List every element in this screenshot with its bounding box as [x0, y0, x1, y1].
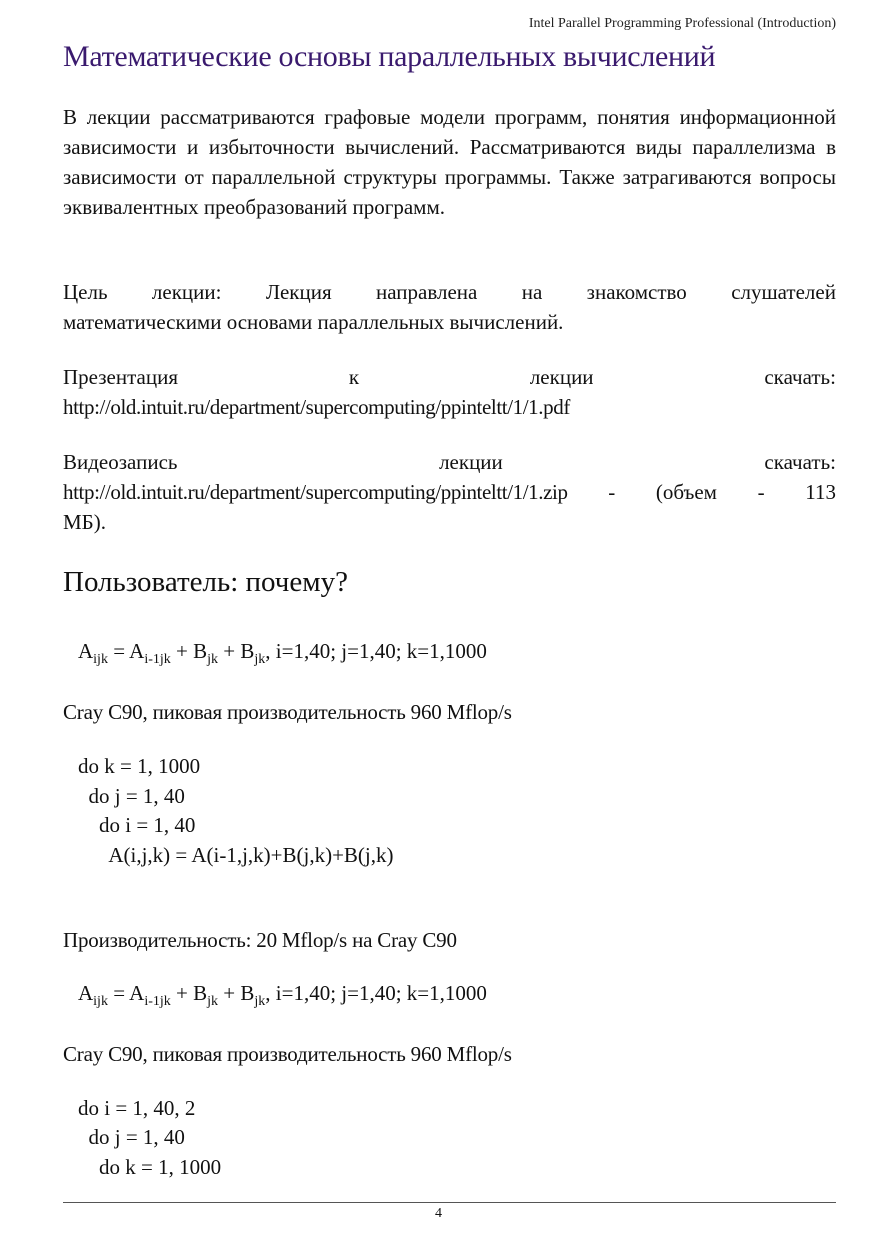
goal-word: знакомство [586, 280, 687, 304]
code-line: do j = 1, 40 [78, 1125, 185, 1149]
video-tail: 113 [805, 480, 836, 504]
formula-subscript: ijk [93, 994, 108, 1009]
formula-term: , i=1,40; j=1,40; k=1,1000 [265, 639, 487, 663]
formula-term: = A [107, 639, 145, 663]
formula-term: + B [218, 981, 255, 1005]
formula-term: + B [170, 639, 208, 663]
formula-term: + B [170, 981, 208, 1005]
presentation-word: Презентация [63, 365, 178, 389]
goal-paragraph [63, 277, 836, 337]
formula-term: A [78, 981, 94, 1005]
formula-term: A [78, 639, 94, 663]
code-line: do k = 1, 1000 [78, 754, 201, 778]
video-tail: (объем [655, 480, 717, 504]
formula-subscript: ijk [93, 652, 108, 667]
footer-divider [63, 1202, 836, 1203]
code-line: A(i,j,k) = A(i-1,j,k)+B(j,k)+B(j,k) [78, 843, 394, 867]
performance-line: Производительность: 20 Mflop/s на Cray C90 [63, 928, 457, 952]
video-word: скачать: [764, 450, 836, 474]
formula-subscript: i-1jk [144, 994, 171, 1009]
presentation-link[interactable]: http://old.intuit.ru/department/supercomputing/ppinteltt/1/1.pdf [63, 395, 570, 419]
video-tail: - [757, 480, 765, 504]
presentation-word: к [348, 365, 360, 389]
goal-word: Лекция [265, 280, 332, 304]
cray-line-1: Cray C90, пиковая производительность 960 Mflop/s [63, 700, 512, 724]
goal-word: слушателей [731, 280, 836, 304]
page-title: Математические основы параллельных вычислений [63, 40, 716, 73]
formula-2 [78, 978, 487, 1008]
goal-word: Цель [63, 280, 108, 304]
video-word: лекции [439, 450, 503, 474]
formula-subscript: jk [207, 994, 219, 1009]
formula-subscript: jk [207, 652, 219, 667]
formula-subscript: i-1jk [144, 652, 171, 667]
code-line: do k = 1, 1000 [78, 1155, 222, 1179]
intro-paragraph: В лекции рассматриваются графовые модели программ, понятия информационной зависимости и избыточности вычислений. Рассматриваются виды параллелизма в зависимости от параллельной структуры программы. Также затрагиваются вопросы эквивалентных преобразований программ. [63, 105, 836, 219]
presentation-word: лекции [529, 365, 594, 389]
presentation-paragraph [63, 362, 836, 422]
goal-line-2: математическими основами параллельных вычислений. [63, 310, 564, 334]
video-word: Видеозапись [63, 450, 178, 474]
page-number: 4 [435, 1206, 442, 1221]
video-size-unit: МБ). [63, 510, 106, 534]
cray-line-2: Cray C90, пиковая производительность 960 Mflop/s [63, 1042, 512, 1066]
formula-1 [78, 636, 487, 666]
goal-word: направлена [376, 280, 478, 304]
goal-word: на [521, 280, 543, 304]
code-line: do j = 1, 40 [78, 784, 185, 808]
formula-term: + B [218, 639, 255, 663]
video-link[interactable]: http://old.intuit.ru/department/supercomputing/ppinteltt/1/1.zip [63, 480, 568, 504]
code-line: do i = 1, 40 [78, 813, 196, 837]
formula-term: , i=1,40; j=1,40; k=1,1000 [265, 981, 487, 1005]
running-header: Intel Parallel Programming Professional (Introduction) [528, 16, 836, 31]
video-tail: - [608, 480, 616, 504]
formula-subscript: jk [254, 994, 266, 1009]
presentation-word: скачать: [764, 365, 836, 389]
formula-subscript: jk [254, 652, 266, 667]
video-paragraph [63, 447, 836, 537]
section-subtitle: Пользователь: почему? [63, 566, 348, 598]
code-line: do i = 1, 40, 2 [78, 1096, 196, 1120]
formula-term: = A [107, 981, 145, 1005]
goal-word: лекции: [151, 280, 222, 304]
